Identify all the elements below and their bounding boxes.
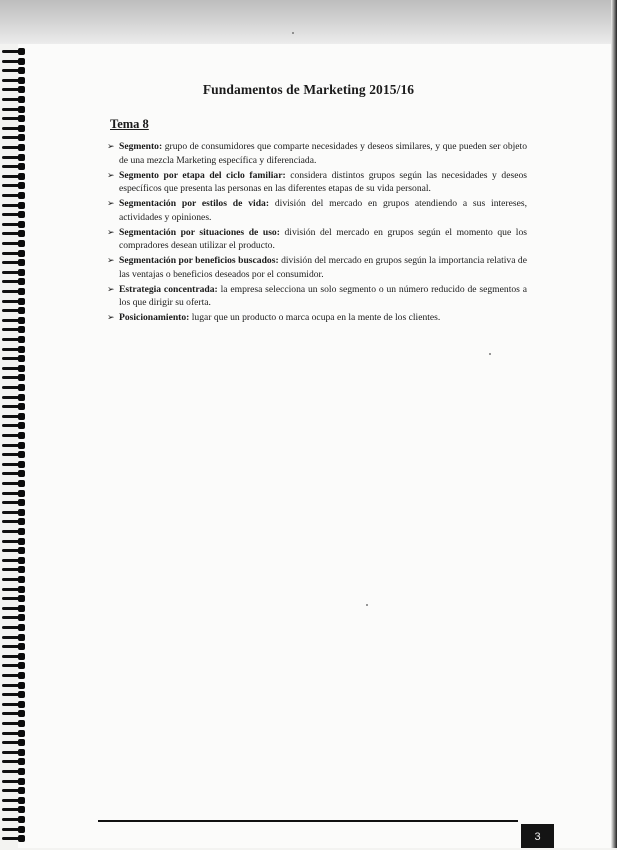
punch-hole: [18, 374, 25, 381]
punch-hole: [18, 595, 25, 602]
spiral-coil: [2, 278, 28, 285]
spiral-coil: [2, 509, 28, 516]
arrow-bullet-icon: ➢: [107, 283, 115, 294]
punch-hole: [18, 125, 25, 132]
punch-hole: [18, 605, 25, 612]
footer-rule: [98, 820, 518, 822]
punch-hole: [18, 192, 25, 199]
punch-hole: [18, 298, 25, 305]
spiral-coil: [2, 557, 28, 564]
spiral-coil: [2, 643, 28, 650]
spiral-binding: [0, 44, 34, 848]
punch-hole: [18, 720, 25, 727]
punch-hole: [18, 710, 25, 717]
page-number: 3: [521, 824, 554, 848]
punch-hole: [18, 240, 25, 247]
punch-hole: [18, 566, 25, 573]
definition-term: Posicionamiento:: [119, 312, 190, 323]
list-item: [107, 197, 527, 224]
punch-hole: [18, 365, 25, 372]
punch-hole: [18, 787, 25, 794]
definition-term: Segmentación por situaciones de uso:: [119, 226, 280, 238]
definition-list: [107, 140, 527, 326]
list-item: [107, 169, 527, 196]
spiral-coil: [2, 451, 28, 458]
punch-hole: [18, 490, 25, 497]
spiral-coil: [2, 720, 28, 727]
spiral-coil: [2, 125, 28, 132]
spiral-coil: [2, 730, 28, 737]
spiral-coil: [2, 346, 28, 353]
list-item: [107, 254, 527, 281]
punch-hole: [18, 691, 25, 698]
definition-text: grupo de consumidores que comparte necesidades y deseos similares, y que pueden ser objeto de una mezcla Marketing específica y diferenciada.: [119, 141, 527, 166]
punch-hole: [18, 557, 25, 564]
punch-hole: [18, 413, 25, 420]
arrow-bullet-icon: ➢: [107, 198, 115, 208]
punch-hole: [18, 806, 25, 813]
spiral-coil: [2, 403, 28, 410]
spiral-coil: [2, 835, 28, 842]
definition-text: división del mercado en grupos atendiendo a sus intereses, actividades y opiniones.: [119, 198, 527, 223]
punch-hole: [18, 768, 25, 775]
punch-hole: [18, 307, 25, 314]
punch-hole: [18, 134, 25, 141]
arrow-bullet-icon: ➢: [107, 255, 115, 265]
scan-shadow-right: [611, 0, 617, 848]
punch-hole: [18, 432, 25, 439]
definition-term: Segmentación por estilos de vida:: [119, 198, 270, 209]
spiral-coil: [2, 134, 28, 141]
punch-hole: [18, 730, 25, 737]
punch-hole: [18, 403, 25, 410]
punch-hole: [18, 336, 25, 343]
spiral-coil: [2, 749, 28, 756]
spiral-coil: [2, 826, 28, 833]
definition-text: la empresa selecciona un solo segmento o un número reducido de segmentos a los que dirigir su oferta.: [119, 283, 527, 308]
spiral-coil: [2, 394, 28, 401]
spiral-coil: [2, 48, 28, 55]
spiral-coil: [2, 365, 28, 372]
punch-hole: [18, 58, 25, 65]
spiral-coil: [2, 634, 28, 641]
spiral-coil: [2, 336, 28, 343]
punch-hole: [18, 67, 25, 74]
spiral-coil: [2, 259, 28, 266]
punch-hole: [18, 758, 25, 765]
spiral-coil: [2, 307, 28, 314]
spiral-coil: [2, 422, 28, 429]
punch-hole: [18, 749, 25, 756]
punch-hole: [18, 288, 25, 295]
spiral-coil: [2, 605, 28, 612]
spiral-coil: [2, 480, 28, 487]
scan-speck: [489, 353, 491, 355]
punch-hole: [18, 250, 25, 257]
spiral-coil: [2, 67, 28, 74]
punch-hole: [18, 115, 25, 122]
spiral-coil: [2, 384, 28, 391]
punch-hole: [18, 355, 25, 362]
punch-hole: [18, 259, 25, 266]
punch-hole: [18, 470, 25, 477]
spiral-coil: [2, 691, 28, 698]
punch-hole: [18, 269, 25, 276]
spiral-coil: [2, 816, 28, 823]
spiral-coil: [2, 202, 28, 209]
punch-hole: [18, 144, 25, 151]
punch-hole: [18, 739, 25, 746]
spiral-coil: [2, 787, 28, 794]
punch-hole: [18, 154, 25, 161]
spiral-coil: [2, 144, 28, 151]
punch-hole: [18, 461, 25, 468]
punch-hole: [18, 528, 25, 535]
punch-hole: [18, 653, 25, 660]
punch-hole: [18, 326, 25, 333]
document-title: Fundamentos de Marketing 2015/16: [202, 82, 415, 97]
spiral-coil: [2, 710, 28, 717]
punch-hole: [18, 202, 25, 209]
spiral-coil: [2, 298, 28, 305]
spiral-coil: [2, 778, 28, 785]
punch-hole: [18, 173, 25, 180]
spiral-coil: [2, 653, 28, 660]
punch-hole: [18, 826, 25, 833]
spiral-coil: [2, 182, 28, 189]
punch-hole: [18, 221, 25, 228]
spiral-coil: [2, 758, 28, 765]
punch-hole: [18, 797, 25, 804]
punch-hole: [18, 48, 25, 55]
list-item: [107, 283, 527, 310]
punch-hole: [18, 278, 25, 285]
spiral-coil: [2, 58, 28, 65]
spiral-coil: [2, 528, 28, 535]
punch-hole: [18, 586, 25, 593]
spiral-coil: [2, 662, 28, 669]
punch-hole: [18, 394, 25, 401]
punch-hole: [18, 317, 25, 324]
spiral-coil: [2, 518, 28, 525]
punch-hole: [18, 518, 25, 525]
punch-hole: [18, 442, 25, 449]
spiral-coil: [2, 672, 28, 679]
definition-term: Estrategia concentrada:: [119, 283, 218, 295]
spiral-coil: [2, 566, 28, 573]
spiral-coil: [2, 432, 28, 439]
list-item: [107, 140, 527, 167]
arrow-bullet-icon: ➢: [107, 226, 115, 237]
list-item: [107, 311, 527, 325]
punch-hole: [18, 538, 25, 545]
definition-text: división del mercado en grupos según el momento que los compradores desean utilizar el producto.: [119, 226, 528, 251]
definition-text: considera distintos grupos según las necesidades y deseos específicos que presenta las personas en las diferentes etapas de su vida personal.: [119, 169, 527, 194]
punch-hole: [18, 835, 25, 842]
spiral-coil: [2, 470, 28, 477]
arrow-bullet-icon: ➢: [107, 141, 115, 151]
spiral-coil: [2, 230, 28, 237]
arrow-bullet-icon: ➢: [107, 169, 115, 180]
punch-hole: [18, 211, 25, 218]
definition-term: Segmento por etapa del ciclo familiar:: [119, 169, 286, 181]
spiral-coil: [2, 374, 28, 381]
spiral-coil: [2, 461, 28, 468]
punch-hole: [18, 346, 25, 353]
punch-hole: [18, 576, 25, 583]
punch-hole: [18, 230, 25, 237]
punch-hole: [18, 624, 25, 631]
spiral-coil: [2, 768, 28, 775]
punch-hole: [18, 480, 25, 487]
punch-hole: [18, 701, 25, 708]
spiral-coil: [2, 355, 28, 362]
punch-hole: [18, 499, 25, 506]
spiral-coil: [2, 317, 28, 324]
definition-term: Segmentación por beneficios buscados:: [119, 255, 279, 266]
punch-hole: [18, 106, 25, 113]
punch-hole: [18, 451, 25, 458]
spiral-coil: [2, 250, 28, 257]
punch-hole: [18, 614, 25, 621]
spiral-coil: [2, 490, 28, 497]
spiral-coil: [2, 595, 28, 602]
punch-hole: [18, 672, 25, 679]
scan-shadow-top: [0, 0, 617, 44]
spiral-coil: [2, 806, 28, 813]
spiral-coil: [2, 240, 28, 247]
punch-hole: [18, 163, 25, 170]
spiral-coil: [2, 442, 28, 449]
spiral-coil: [2, 115, 28, 122]
punch-hole: [18, 643, 25, 650]
spiral-coil: [2, 547, 28, 554]
scan-speck: [366, 604, 368, 606]
punch-hole: [18, 384, 25, 391]
punch-hole: [18, 662, 25, 669]
spiral-coil: [2, 154, 28, 161]
section-heading: Tema 8: [110, 117, 149, 131]
spiral-coil: [2, 614, 28, 621]
arrow-bullet-icon: ➢: [107, 312, 115, 322]
spiral-coil: [2, 586, 28, 593]
punch-hole: [18, 422, 25, 429]
spiral-coil: [2, 326, 28, 333]
spiral-coil: [2, 192, 28, 199]
punch-hole: [18, 682, 25, 689]
spiral-coil: [2, 576, 28, 583]
spiral-coil: [2, 739, 28, 746]
spiral-coil: [2, 288, 28, 295]
definition-text: división del mercado en grupos según la importancia relativa de las ventajas o beneficios deseados por el consumidor.: [119, 255, 527, 280]
punch-hole: [18, 778, 25, 785]
punch-hole: [18, 547, 25, 554]
spiral-coil: [2, 499, 28, 506]
definition-term: Segmento:: [119, 141, 163, 152]
spiral-coil: [2, 701, 28, 708]
punch-hole: [18, 634, 25, 641]
spiral-coil: [2, 106, 28, 113]
spiral-coil: [2, 173, 28, 180]
punch-hole: [18, 509, 25, 516]
spiral-coil: [2, 211, 28, 218]
list-item: [107, 226, 527, 253]
spiral-coil: [2, 682, 28, 689]
spiral-coil: [2, 624, 28, 631]
spiral-coil: [2, 221, 28, 228]
spiral-coil: [2, 413, 28, 420]
punch-hole: [18, 182, 25, 189]
spiral-coil: [2, 163, 28, 170]
spiral-coil: [2, 269, 28, 276]
scan-speck: [292, 32, 294, 34]
spiral-coil: [2, 538, 28, 545]
definition-text: lugar que un producto o marca ocupa en la mente de los clientes.: [189, 312, 441, 323]
spiral-coil: [2, 797, 28, 804]
punch-hole: [18, 816, 25, 823]
